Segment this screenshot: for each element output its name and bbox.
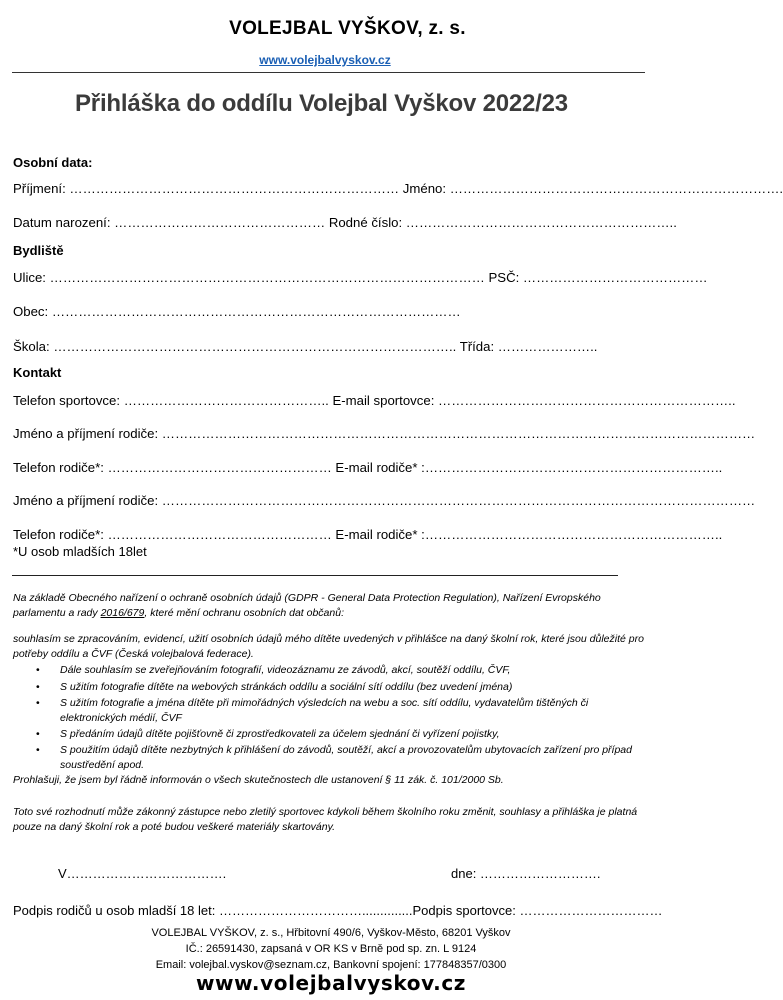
consent-text: souhlasím se zpracováním, evidencí, užití osobních údajů mého dítěte uvedených v přihlášce na daný školní rok, které jsou důležité pro potřeby oddílu a ČVF (Česká volejbalová federace). [13, 633, 644, 660]
header-divider [12, 72, 645, 73]
consent-bullet: • Dále souhlasím se zveřejňováním fotografií, videozáznamu ze závodů, akcí, soutěží oddílu, ČVF, [36, 664, 511, 676]
consent-bullet: • S předáním údajů dítěte pojišťovně či zprostředkovateli za účelem sjednání či vyřízení pojistky, [36, 728, 500, 740]
footer-registration: IČ.: 26591430, zapsaná v OR KS v Brně pod sp. zn. L 9124 [185, 943, 477, 955]
surname-name-field: Příjmení: ………………………………………………………………… Jméno: …………………………………………………………………. [13, 181, 783, 196]
organization-name: VOLEJBAL VYŠKOV, z. s. [229, 18, 466, 39]
consent-bullet: • S užitím fotografie dítěte na webových stránkách oddílu a sociální sítí oddílu (bez uvedení jména) [36, 681, 513, 693]
section-heading-contact: Kontakt [13, 365, 62, 380]
parent1-phone-field: Telefon rodiče*: …………………………………………… E-mail rodiče* :………………………………………………………….. [13, 460, 723, 475]
revocation-text: Toto své rozhodnutí může zákonný zástupce nebo zletilý sportovec kdykoli během školního roku změnit, souhlasy a přihláška je platná pouze na daný školní rok a poté budou veškeré materiály skartovány. [13, 806, 638, 833]
section-heading-personal: Osobní data: [13, 155, 93, 170]
bullet-icon: • [36, 681, 40, 693]
bullet-icon: • [36, 744, 40, 756]
gdpr-intro-line1: Na základě Obecného nařízení o ochraně osobních údajů (GDPR - General Data Protection Regulation), Nařízení Evropského [13, 592, 601, 604]
parent2-phone-field: Telefon rodiče*: …………………………………………… E-mail rodiče* :………………………………………………………….. [13, 527, 723, 542]
age-note: *U osob mladších 18let [13, 544, 147, 559]
footer-contact: Email: volejbal.vyskov@seznam.cz, Bankovní spojení: 177848357/0300 [155, 959, 507, 971]
signature-field: Podpis rodičů u osob mladší 18 let: ……………………………..............Podpis sportovce: …………………………… [13, 903, 663, 918]
parent1-name-field: Jméno a příjmení rodiče: ……………………………………………………………………………………………………………………… [13, 426, 756, 441]
place-field: V………………………………. [58, 866, 227, 881]
street-field: Ulice: ……………………………………………………………………………………… PSČ: …………………………………… [13, 270, 708, 285]
gdpr-intro-line2 [13, 606, 344, 621]
gdpr-intro-prefix: parlamentu a rady [13, 607, 101, 619]
parent2-name-field: Jméno a příjmení rodiče: ……………………………………………………………………………………………………………………… [13, 493, 756, 508]
consent-bullet: • S užitím fotografie a jména dítěte při mimořádných výsledcích na webu a soc. sítí oddílu, vydavatelům tištěných či elektronických médií, ČVF [36, 697, 589, 724]
bullet-icon: • [36, 728, 40, 740]
birth-date-field: Datum narození: ………………………………………… Rodné číslo: …………………………………………………….. [13, 215, 677, 230]
city-field: Obec: ………………………………………………………………………………… [13, 304, 461, 319]
footer-address: VOLEJBAL VYŠKOV, z. s., Hřbitovní 490/6, Vyškov-Město, 68201 Vyškov [151, 927, 511, 939]
declaration-text: Prohlašuji, že jsem byl řádně informován o všech skutečnostech dle ustanovení § 11 zák. č. 101/2000 Sb. [13, 774, 504, 786]
section-divider [12, 575, 618, 576]
bullet-icon: • [36, 664, 40, 676]
regulation-reference: 2016/679 [100, 607, 145, 619]
school-field: Škola: ……………………………………………………………………………….. Třída: ………………….. [13, 339, 598, 354]
date-field: dne: ………………………. [451, 866, 601, 881]
consent-bullet: • S použitím údajů dítěte nezbytných k přihlášení do závodů, soutěží, akcí a provozovatelům ubytovacích zařízení pro případ soustředění apod. [36, 744, 632, 771]
bullet-icon: • [36, 697, 40, 709]
section-heading-address: Bydliště [13, 243, 64, 258]
footer-website[interactable]: www.volejbalvyskov.cz [195, 971, 467, 995]
athlete-phone-field: Telefon sportovce: ……………………………………….. E-mail sportovce: ………………………………………………………….. [13, 393, 736, 408]
gdpr-intro-suffix: , které mění ochranu osobních dat občanů: [144, 607, 344, 619]
website-link[interactable]: www.volejbalvyskov.cz [259, 53, 391, 67]
form-title: Přihláška do oddílu Volejbal Vyškov 2022/23 [75, 90, 568, 117]
